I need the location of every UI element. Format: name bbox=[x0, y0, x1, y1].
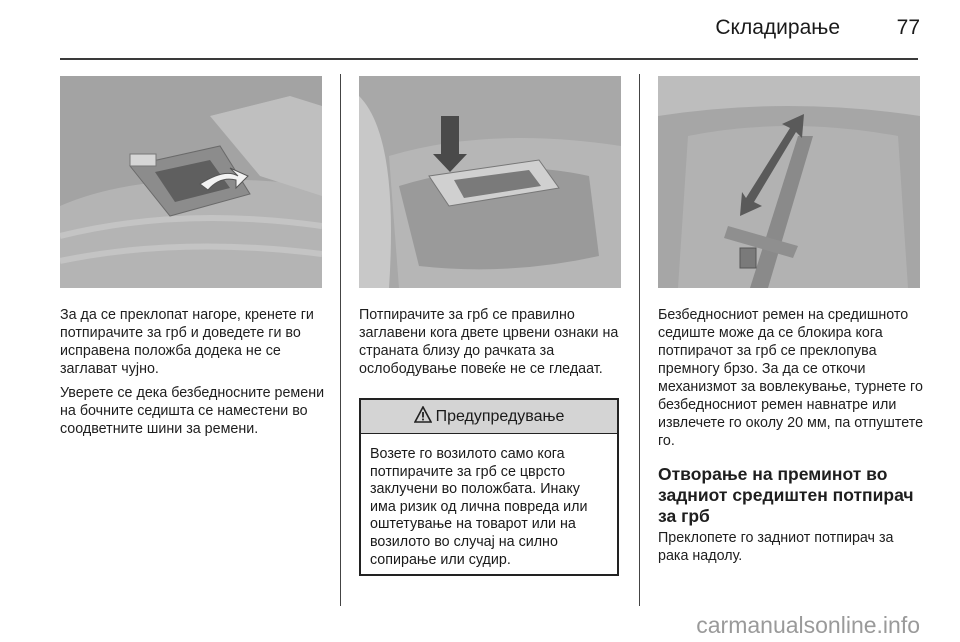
warning-title: Предупредување bbox=[435, 407, 565, 425]
warning-box bbox=[359, 398, 619, 576]
column-3-text bbox=[658, 306, 924, 571]
header-rule bbox=[60, 58, 918, 60]
section-heading: Отворање на преминот во задниот средиштен потпирач за грб bbox=[658, 464, 914, 526]
watermark: carmanualsonline.info bbox=[696, 612, 920, 638]
illustration-latch-markers bbox=[359, 76, 621, 288]
seat-belt-drawing bbox=[658, 76, 920, 288]
header-title: Складирање bbox=[715, 16, 840, 39]
illustration-backrest-latch bbox=[60, 76, 322, 288]
seat-latch-drawing bbox=[60, 76, 322, 288]
page-header bbox=[0, 0, 960, 60]
section-paragraph: Преклопете го задниот потпирач за рака надолу. bbox=[658, 530, 894, 564]
warning-text: Возете го возилото само кога потпирачите за грб се цврсто заклучени во положбата. Инаку има ризик од лична повреда или оштетување на товарот или на возилото во случај на силно сопирање или судир. bbox=[370, 446, 588, 568]
paragraph: За да се преклопат нагоре, кренете ги потпирачите за грб и доведете ги во исправена положба додека не се заглават чујно. bbox=[60, 307, 314, 377]
paragraph: Потпирачите за грб се правилно заглавени кога двете црвени ознаки на страната близу до рачката за ослободување повеќе не се гледаат. bbox=[359, 307, 619, 377]
column-divider-2 bbox=[639, 74, 640, 606]
latch-marker-drawing bbox=[359, 76, 621, 288]
warning-triangle-icon bbox=[414, 406, 432, 428]
column-2-text bbox=[359, 306, 621, 384]
warning-header bbox=[361, 400, 617, 434]
column-divider-1 bbox=[340, 74, 341, 606]
paragraph: Уверете се дека безбедносните ремени на бочните седишта се наместени во соодветните шини за ремени. bbox=[60, 385, 325, 437]
illustration-centre-belt bbox=[658, 76, 920, 288]
page-number: 77 bbox=[896, 16, 920, 39]
paragraph: Безбедносниот ремен на средишното седиште може да се блокира кога потпирачот за грб се преклопува премногу брзо. За да се откочи механизмот за вовлекување, турнете го безбедносниот ремен навнатре или извлечете го околу 20 мм, па отпуштете го. bbox=[658, 307, 924, 449]
column-1-text bbox=[60, 306, 326, 444]
